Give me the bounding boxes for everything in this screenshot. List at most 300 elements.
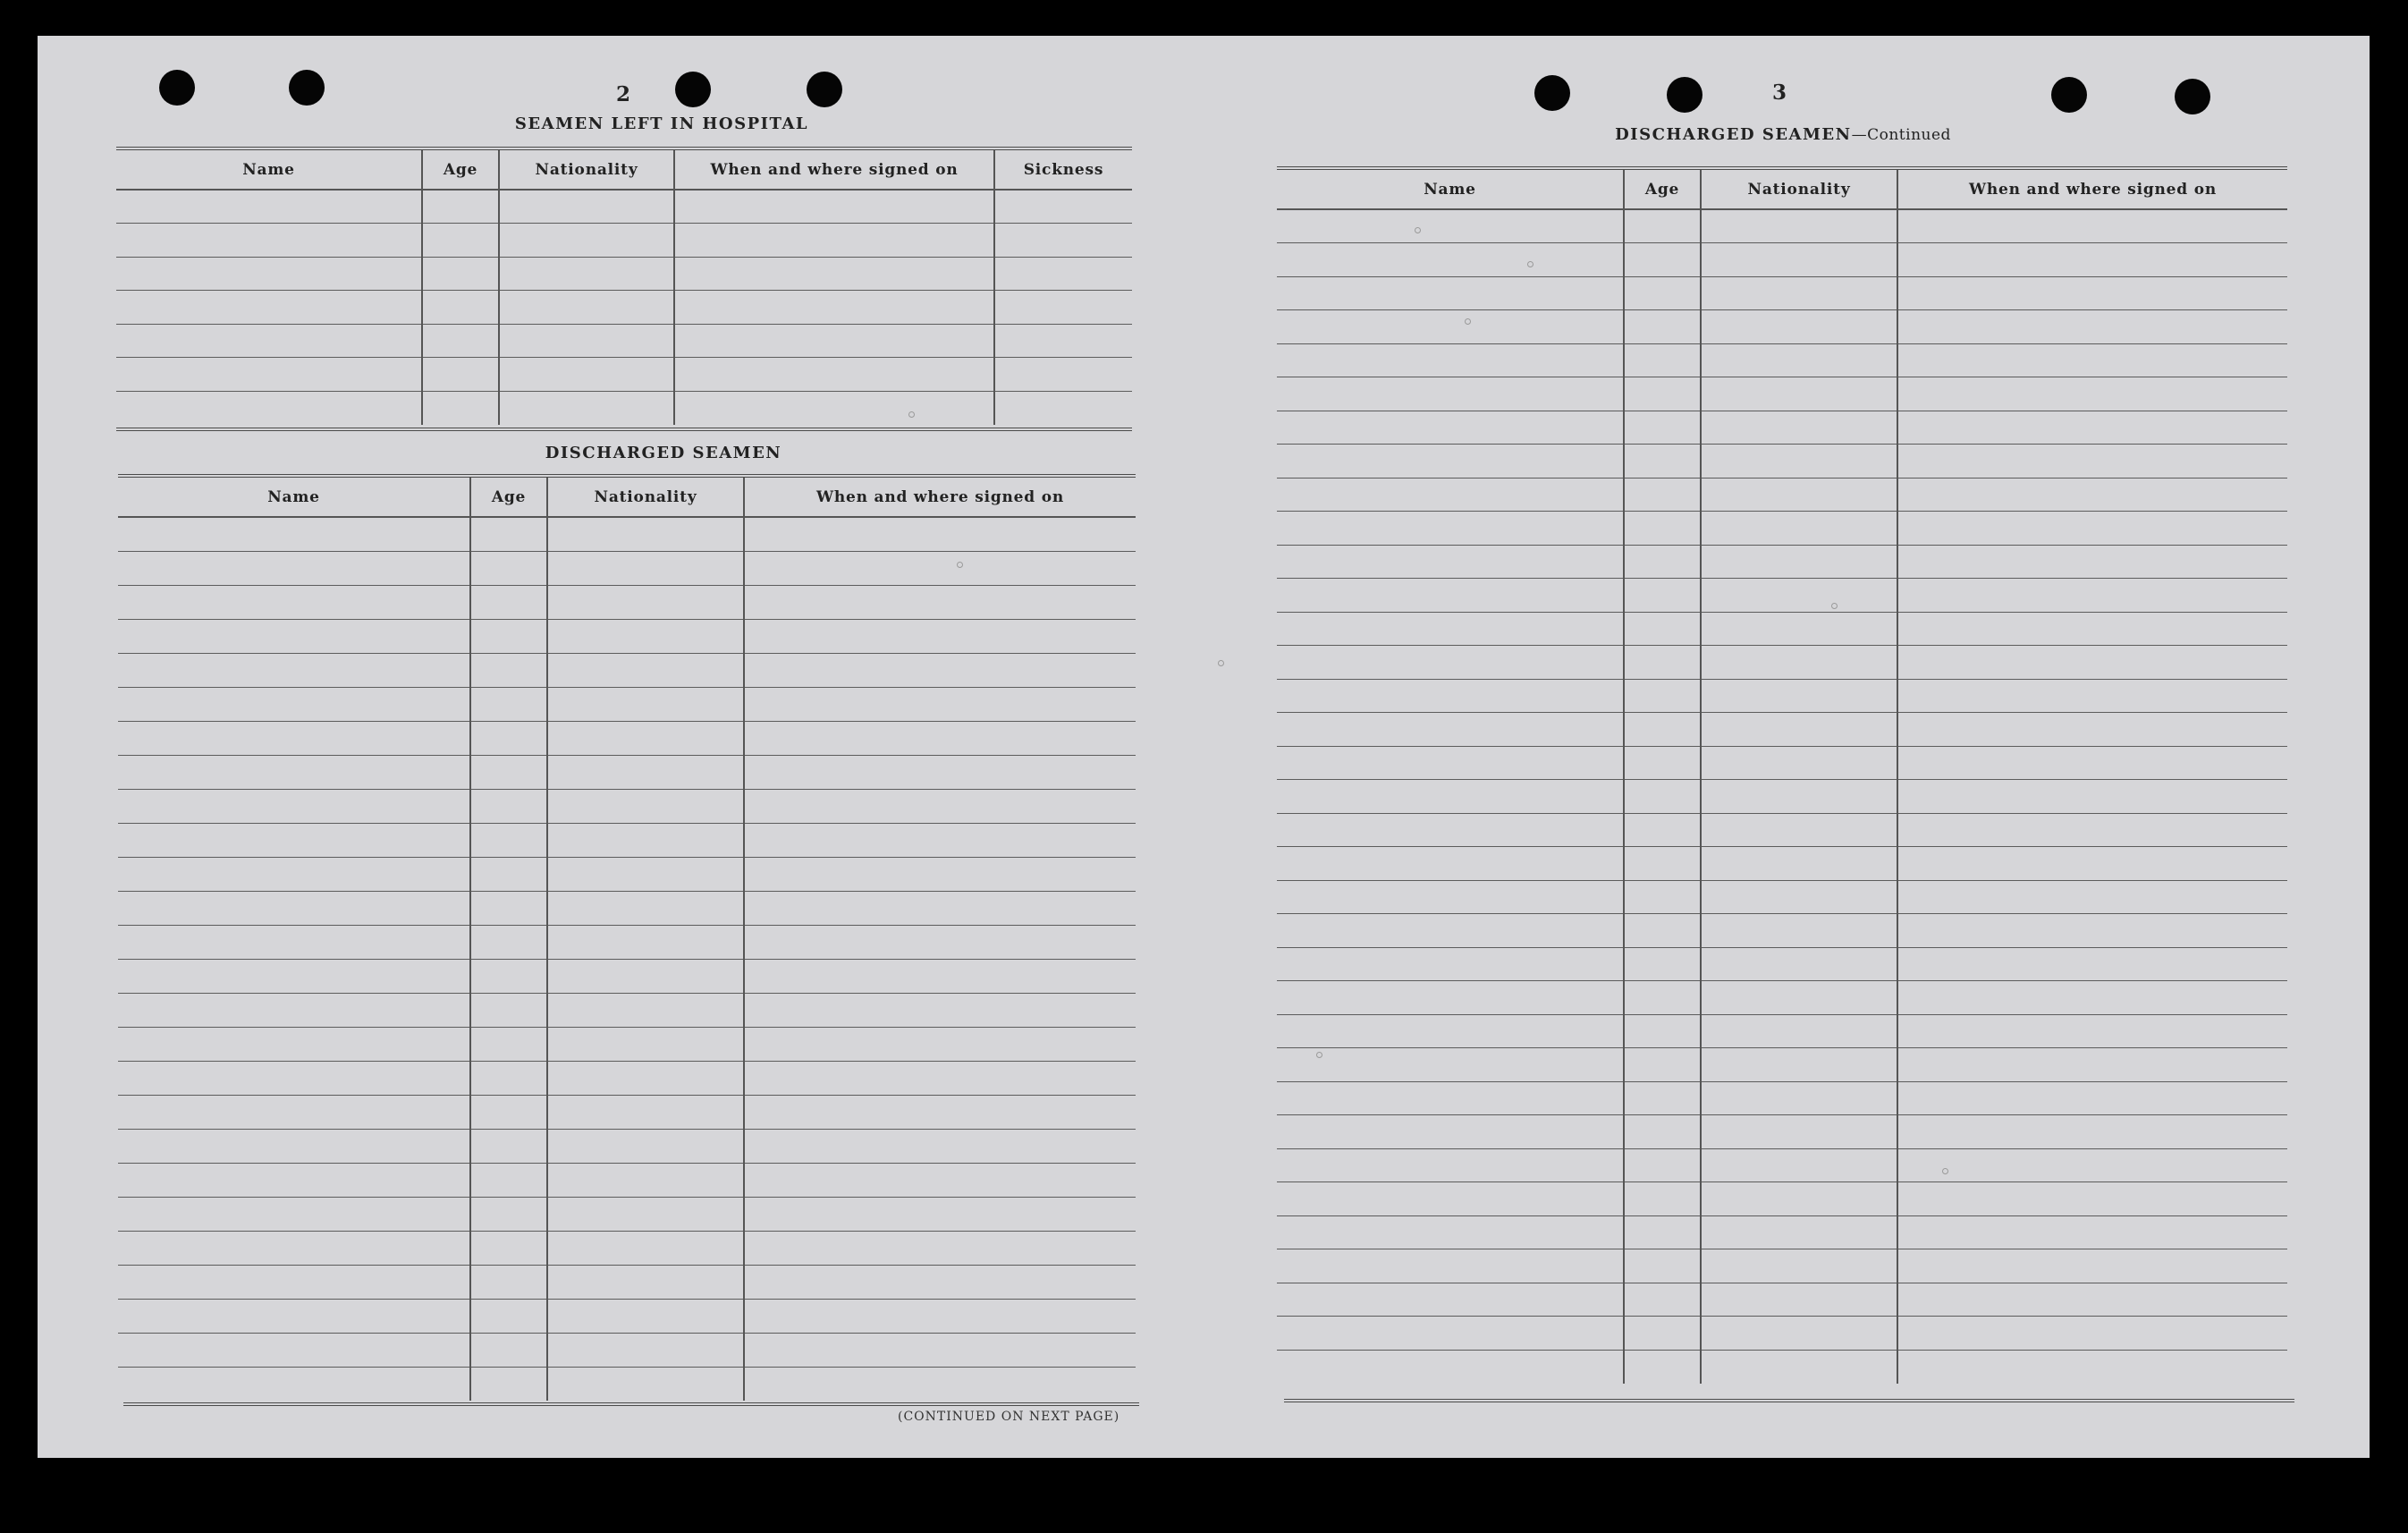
blank-cell: [1624, 1148, 1701, 1182]
blank-cell: [1701, 981, 1897, 1015]
blank-cell: [744, 1027, 1136, 1061]
blank-cell: [1277, 545, 1624, 579]
blank-cell: [116, 391, 422, 425]
discharged-table: [118, 474, 1136, 1401]
blank-cell: [422, 224, 499, 258]
blank-cell: [1277, 947, 1624, 981]
column-header-nationality: Nationality: [547, 476, 744, 517]
blank-cell: [1624, 209, 1701, 243]
blank-cell: [1897, 1115, 2287, 1149]
blank-cell: [1897, 847, 2287, 881]
blank-cell: [116, 257, 422, 291]
blank-cell: [470, 925, 547, 959]
blank-ledger-row: [116, 358, 1132, 392]
blank-cell: [1897, 981, 2287, 1015]
blank-cell: [1701, 847, 1897, 881]
blank-cell: [1624, 1048, 1701, 1082]
paper-speck: [957, 562, 963, 568]
blank-cell: [744, 1197, 1136, 1231]
blank-cell: [1701, 1317, 1897, 1351]
blank-cell: [1277, 343, 1624, 377]
blank-cell: [470, 891, 547, 925]
blank-cell: [674, 324, 994, 358]
blank-cell: [1624, 478, 1701, 512]
blank-cell: [470, 619, 547, 653]
blank-cell: [1897, 780, 2287, 814]
blank-cell: [1277, 1283, 1624, 1317]
blank-cell: [118, 1061, 470, 1095]
blank-cell: [118, 1163, 470, 1197]
blank-cell: [1897, 1014, 2287, 1048]
paper-speck: [1942, 1168, 1948, 1174]
blank-cell: [547, 1095, 744, 1129]
blank-cell: [422, 291, 499, 325]
blank-ledger-row: [118, 619, 1136, 653]
blank-ledger-row: [1277, 579, 2287, 613]
blank-ledger-row: [1277, 545, 2287, 579]
blank-cell: [118, 857, 470, 891]
blank-cell: [1701, 478, 1897, 512]
blank-cell: [1897, 545, 2287, 579]
blank-cell: [1701, 914, 1897, 948]
blank-ledger-row: [118, 551, 1136, 585]
blank-cell: [1701, 679, 1897, 713]
column-header-signed-on: When and where signed on: [674, 148, 994, 190]
blank-cell: [1701, 276, 1897, 310]
blank-cell: [744, 959, 1136, 993]
blank-cell: [744, 1061, 1136, 1095]
blank-cell: [547, 653, 744, 687]
blank-cell: [499, 291, 674, 325]
blank-cell: [1897, 1317, 2287, 1351]
blank-cell: [1624, 713, 1701, 747]
blank-cell: [1624, 981, 1701, 1015]
blank-ledger-row: [1277, 377, 2287, 411]
blank-cell: [1624, 1317, 1701, 1351]
blank-cell: [674, 358, 994, 392]
blank-cell: [116, 291, 422, 325]
blank-ledger-row: [118, 721, 1136, 755]
page-number-right: 3: [1771, 80, 1787, 105]
blank-cell: [547, 1367, 744, 1401]
blank-cell: [470, 857, 547, 891]
hospital-table-bottom-rule: [116, 428, 1132, 431]
blank-cell: [1277, 377, 1624, 411]
blank-cell: [1624, 612, 1701, 646]
blank-cell: [1624, 880, 1701, 914]
blank-cell: [1277, 512, 1624, 546]
blank-cell: [470, 585, 547, 619]
blank-cell: [1277, 579, 1624, 613]
discharged-section-title: DISCHARGED SEAMEN: [545, 444, 782, 462]
blank-cell: [1277, 880, 1624, 914]
blank-cell: [118, 1231, 470, 1265]
blank-ledger-row: [118, 517, 1136, 551]
blank-cell: [1277, 914, 1624, 948]
blank-cell: [1624, 1283, 1701, 1317]
blank-ledger-row: [1277, 679, 2287, 713]
blank-cell: [470, 1197, 547, 1231]
blank-cell: [547, 1061, 744, 1095]
blank-cell: [1897, 746, 2287, 780]
blank-cell: [744, 551, 1136, 585]
blank-ledger-row: [118, 687, 1136, 721]
blank-cell: [674, 391, 994, 425]
blank-cell: [744, 1163, 1136, 1197]
blank-cell: [499, 324, 674, 358]
blank-cell: [547, 993, 744, 1027]
blank-cell: [1277, 612, 1624, 646]
blank-cell: [1624, 746, 1701, 780]
blank-cell: [422, 391, 499, 425]
column-header-age: Age: [422, 148, 499, 190]
blank-cell: [1624, 780, 1701, 814]
blank-ledger-row: [1277, 1048, 2287, 1082]
blank-cell: [1624, 545, 1701, 579]
blank-ledger-row: [1277, 1249, 2287, 1283]
blank-cell: [470, 789, 547, 823]
column-header-age: Age: [1624, 168, 1701, 209]
blank-cell: [744, 619, 1136, 653]
blank-cell: [1624, 1115, 1701, 1149]
punch-hole: [2051, 77, 2087, 113]
blank-cell: [547, 823, 744, 857]
blank-ledger-row: [118, 1129, 1136, 1163]
blank-cell: [744, 1231, 1136, 1265]
blank-ledger-row: [118, 993, 1136, 1027]
punch-hole: [159, 70, 195, 106]
blank-ledger-row: [118, 1197, 1136, 1231]
blank-cell: [1701, 377, 1897, 411]
blank-cell: [1701, 1249, 1897, 1283]
blank-cell: [1277, 713, 1624, 747]
blank-ledger-row: [118, 959, 1136, 993]
blank-cell: [744, 585, 1136, 619]
blank-cell: [994, 224, 1132, 258]
blank-cell: [674, 257, 994, 291]
blank-cell: [1897, 209, 2287, 243]
blank-cell: [470, 755, 547, 789]
blank-cell: [116, 224, 422, 258]
blank-cell: [547, 1299, 744, 1333]
blank-cell: [1624, 947, 1701, 981]
blank-cell: [118, 925, 470, 959]
blank-cell: [1277, 209, 1624, 243]
blank-cell: [1624, 1215, 1701, 1249]
blank-ledger-row: [1277, 746, 2287, 780]
blank-cell: [1897, 243, 2287, 277]
blank-cell: [1277, 276, 1624, 310]
blank-cell: [1701, 545, 1897, 579]
blank-cell: [118, 993, 470, 1027]
blank-cell: [1897, 512, 2287, 546]
blank-cell: [547, 1163, 744, 1197]
hospital-table: [116, 147, 1132, 425]
blank-cell: [1277, 813, 1624, 847]
blank-cell: [1277, 1014, 1624, 1048]
blank-cell: [1277, 746, 1624, 780]
blank-cell: [470, 653, 547, 687]
blank-cell: [547, 1027, 744, 1061]
blank-cell: [1701, 1148, 1897, 1182]
blank-cell: [744, 1265, 1136, 1299]
blank-cell: [1701, 947, 1897, 981]
blank-cell: [470, 993, 547, 1027]
blank-ledger-row: [116, 324, 1132, 358]
punch-hole: [2175, 79, 2210, 114]
blank-cell: [744, 925, 1136, 959]
blank-cell: [1624, 579, 1701, 613]
blank-cell: [1624, 377, 1701, 411]
blank-cell: [118, 789, 470, 823]
blank-ledger-row: [1277, 1081, 2287, 1115]
discharged-table-bottom-rule: [123, 1402, 1139, 1406]
blank-cell: [118, 1333, 470, 1367]
blank-cell: [1277, 1115, 1624, 1149]
blank-cell: [1624, 914, 1701, 948]
blank-ledger-row: [1277, 914, 2287, 948]
blank-cell: [1277, 310, 1624, 344]
blank-cell: [994, 358, 1132, 392]
blank-cell: [1701, 1014, 1897, 1048]
blank-cell: [1897, 1081, 2287, 1115]
blank-cell: [118, 551, 470, 585]
blank-cell: [994, 190, 1132, 224]
blank-cell: [118, 687, 470, 721]
blank-cell: [1897, 813, 2287, 847]
blank-cell: [470, 1299, 547, 1333]
blank-ledger-row: [1277, 1014, 2287, 1048]
blank-cell: [118, 1265, 470, 1299]
blank-cell: [547, 1129, 744, 1163]
blank-cell: [1701, 310, 1897, 344]
blank-cell: [1897, 478, 2287, 512]
blank-cell: [1701, 243, 1897, 277]
blank-cell: [547, 1197, 744, 1231]
blank-cell: [744, 789, 1136, 823]
blank-cell: [470, 1231, 547, 1265]
blank-cell: [744, 1367, 1136, 1401]
ledger-sheet: [38, 36, 2370, 1458]
blank-ledger-row: [1277, 612, 2287, 646]
blank-ledger-row: [1277, 847, 2287, 881]
blank-cell: [1701, 411, 1897, 445]
blank-cell: [744, 993, 1136, 1027]
blank-cell: [1277, 411, 1624, 445]
punch-hole: [1667, 77, 1702, 113]
blank-cell: [744, 721, 1136, 755]
blank-ledger-row: [1277, 512, 2287, 546]
blank-cell: [118, 823, 470, 857]
blank-cell: [1624, 1081, 1701, 1115]
blank-cell: [470, 1027, 547, 1061]
blank-cell: [499, 190, 674, 224]
blank-cell: [744, 1129, 1136, 1163]
blank-cell: [116, 358, 422, 392]
blank-cell: [1624, 1182, 1701, 1216]
blank-cell: [422, 324, 499, 358]
blank-cell: [1624, 243, 1701, 277]
blank-cell: [118, 619, 470, 653]
blank-cell: [1624, 343, 1701, 377]
blank-ledger-row: [1277, 981, 2287, 1015]
blank-cell: [118, 585, 470, 619]
blank-cell: [744, 1333, 1136, 1367]
blank-cell: [1897, 1283, 2287, 1317]
blank-cell: [744, 857, 1136, 891]
blank-cell: [1624, 813, 1701, 847]
blank-cell: [470, 1265, 547, 1299]
blank-cell: [1897, 1048, 2287, 1082]
blank-cell: [1277, 1148, 1624, 1182]
column-header-sickness: Sickness: [994, 148, 1132, 190]
paper-speck: [1415, 227, 1421, 233]
blank-cell: [994, 324, 1132, 358]
blank-cell: [1701, 780, 1897, 814]
paper-speck: [1218, 660, 1224, 666]
blank-ledger-row: [118, 1163, 1136, 1197]
blank-cell: [470, 687, 547, 721]
blank-cell: [118, 755, 470, 789]
blank-cell: [422, 358, 499, 392]
blank-ledger-row: [116, 224, 1132, 258]
blank-ledger-row: [1277, 445, 2287, 479]
discharged-continued-title: [1595, 125, 1971, 144]
blank-cell: [1701, 880, 1897, 914]
blank-cell: [674, 190, 994, 224]
blank-cell: [1897, 1350, 2287, 1384]
blank-ledger-row: [1277, 478, 2287, 512]
blank-ledger-row: [118, 1333, 1136, 1367]
blank-cell: [1624, 847, 1701, 881]
blank-cell: [1701, 1081, 1897, 1115]
blank-cell: [1624, 411, 1701, 445]
blank-cell: [547, 551, 744, 585]
blank-cell: [547, 1231, 744, 1265]
blank-ledger-row: [1277, 646, 2287, 680]
blank-cell: [1897, 1182, 2287, 1216]
discharged-continued-title-main: DISCHARGED SEAMEN: [1615, 125, 1852, 144]
blank-cell: [422, 257, 499, 291]
blank-cell: [1277, 780, 1624, 814]
blank-cell: [1897, 445, 2287, 479]
blank-cell: [118, 959, 470, 993]
blank-ledger-row: [116, 291, 1132, 325]
discharged-continued-table: [1277, 166, 2287, 1384]
blank-ledger-row: [116, 190, 1132, 224]
blank-cell: [1701, 713, 1897, 747]
discharged-continued-title-suffix: —Continued: [1851, 126, 1951, 144]
blank-cell: [1277, 243, 1624, 277]
column-header-signed-on: When and where signed on: [744, 476, 1136, 517]
continued-table-bottom-rule: [1284, 1399, 2294, 1402]
blank-cell: [1897, 411, 2287, 445]
blank-cell: [547, 925, 744, 959]
blank-cell: [744, 517, 1136, 551]
blank-cell: [1624, 1350, 1701, 1384]
blank-cell: [470, 823, 547, 857]
blank-cell: [1897, 947, 2287, 981]
blank-ledger-row: [116, 257, 1132, 291]
blank-ledger-row: [1277, 1215, 2287, 1249]
blank-ledger-row: [1277, 947, 2287, 981]
blank-cell: [499, 391, 674, 425]
blank-cell: [1701, 612, 1897, 646]
blank-ledger-row: [1277, 1182, 2287, 1216]
blank-cell: [470, 1061, 547, 1095]
blank-cell: [116, 324, 422, 358]
paper-speck: [1316, 1052, 1322, 1058]
blank-cell: [547, 619, 744, 653]
column-header-age: Age: [470, 476, 547, 517]
blank-cell: [118, 1027, 470, 1061]
blank-cell: [1701, 1350, 1897, 1384]
blank-ledger-row: [118, 1061, 1136, 1095]
blank-ledger-row: [118, 653, 1136, 687]
blank-cell: [1897, 1215, 2287, 1249]
blank-ledger-row: [1277, 1350, 2287, 1384]
blank-ledger-row: [1277, 713, 2287, 747]
blank-ledger-row: [118, 1231, 1136, 1265]
blank-ledger-row: [1277, 243, 2287, 277]
punch-hole: [675, 72, 711, 107]
blank-cell: [118, 721, 470, 755]
blank-ledger-row: [1277, 276, 2287, 310]
blank-cell: [1897, 679, 2287, 713]
blank-ledger-row: [118, 585, 1136, 619]
blank-cell: [1277, 1249, 1624, 1283]
blank-cell: [1701, 343, 1897, 377]
blank-cell: [1897, 1249, 2287, 1283]
blank-cell: [674, 224, 994, 258]
blank-ledger-row: [118, 1299, 1136, 1333]
blank-ledger-row: [1277, 343, 2287, 377]
blank-cell: [1277, 981, 1624, 1015]
blank-ledger-row: [118, 823, 1136, 857]
blank-ledger-row: [118, 857, 1136, 891]
blank-cell: [1701, 209, 1897, 243]
blank-cell: [744, 1299, 1136, 1333]
blank-cell: [118, 1095, 470, 1129]
blank-cell: [118, 1197, 470, 1231]
blank-ledger-row: [1277, 1148, 2287, 1182]
blank-cell: [1701, 646, 1897, 680]
blank-cell: [1277, 1215, 1624, 1249]
blank-cell: [994, 391, 1132, 425]
hospital-section-title: SEAMEN LEFT IN HOSPITAL: [514, 114, 809, 133]
blank-cell: [116, 190, 422, 224]
blank-cell: [744, 1095, 1136, 1129]
blank-cell: [422, 190, 499, 224]
blank-cell: [744, 891, 1136, 925]
blank-cell: [1897, 713, 2287, 747]
blank-cell: [1701, 579, 1897, 613]
blank-cell: [1277, 679, 1624, 713]
continued-note: (CONTINUED ON NEXT PAGE): [898, 1410, 1120, 1424]
blank-cell: [1897, 880, 2287, 914]
blank-cell: [1277, 847, 1624, 881]
paper-speck: [1527, 261, 1534, 267]
blank-cell: [1624, 646, 1701, 680]
blank-cell: [1277, 646, 1624, 680]
blank-cell: [1897, 612, 2287, 646]
blank-cell: [547, 857, 744, 891]
blank-ledger-row: [118, 755, 1136, 789]
blank-ledger-row: [1277, 411, 2287, 445]
blank-ledger-row: [118, 1027, 1136, 1061]
blank-cell: [1701, 1115, 1897, 1149]
blank-cell: [547, 585, 744, 619]
